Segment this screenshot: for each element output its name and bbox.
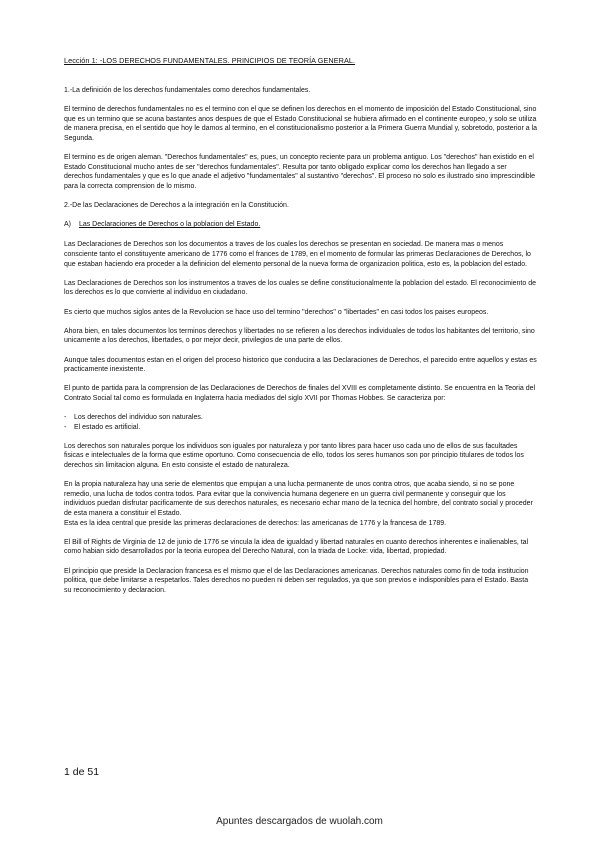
- paragraph: El Bill of Rights de Virginia de 12 de junio de 1776 se vincula la idea de igualdad y libertad naturales en cuanto derechos inherentes e inalienables, tal como habian sido desarrollados por la teoria europea del Derecho Natural, con la triada de Locke: vida, libertad, propiedad.: [64, 538, 529, 556]
- paragraph: El termino de derechos fundamentales no es el termino con el que se definen los derechos en el momento de imposición del Estado Constitucional, sino que es un termino que se acuna bastantes anos despues de que el Estado Constitucional se hubiera afirmado en el continente europeo, y solo se utiliza de manera precisa, en el sentido que hoy le damos al termino, en el constitucionalismo posterior a la Primera Guerra Mundial y, sobretodo, posterior a la Segunda.: [64, 106, 538, 142]
- paragraph: Es cierto que muchos siglos antes de la Revolucion se hace uso del termino "derechos" o "libertades" en casi todos los paises europeos.: [64, 308, 489, 316]
- subsection-text: Las Declaraciones de Derechos o la poblacion del Estado.: [78, 221, 261, 229]
- paragraph: Las Declaraciones de Derechos son los instrumentos a traves de los cuales se define constitucionalmente la poblacion del estado. El reconocimiento de los derechos es lo que convierte al individuo en ciudadano.: [64, 279, 536, 297]
- paragraph: En la propia naturaleza hay una serie de elementos que empujan a una lucha permanente de unos contra otros, que acaba siendo, si no se pone remedio, una lucha de todos contra todos. Para evitar que la convivencia humana degenere en un guerra civil permanente y conseguir que los individuos puedan disfrutar pacificamente de sus derechos naturales, es necesario echar mano de la tecnica del hombre, del contrato social y proceder de esta manera a constituir el Estado.: [64, 481, 533, 518]
- list-item: - El estado es artificial.: [64, 423, 537, 433]
- paragraph: Aunque tales documentos estan en el origen del proceso historico que conducira a las Declaraciones de Derechos, el parecido entre aquellos y estas es practicamente inexistente.: [64, 356, 537, 374]
- page-number: 1 de 51: [64, 766, 100, 778]
- lesson-title: Lección 1: -LOS DERECHOS FUNDAMENTALES. PRINCIPIOS DE TEORÍA GENERAL.: [64, 56, 356, 65]
- subsection-heading: [64, 220, 537, 230]
- dash-list: [64, 413, 537, 432]
- list-item: - Los derechos del individuo son naturales.: [64, 413, 537, 423]
- document-page: [64, 56, 537, 605]
- paragraph: Ahora bien, en tales documentos los terminos derechos y libertades no se refieren a los derechos individuales de todos los habitantes del territorio, sino unicamente a los derechos, libertades, o por mejor decir, privilegios de una parte de ellos.: [64, 327, 535, 345]
- paragraph: Las Declaraciones de Derechos son los documentos a traves de los cuales los derechos se presentan en sociedad. De manera mas o menos consciente tanto el constituyente americano de 1776 como el frances de 1789, en el momento de formular las primeras Declaraciones de Derechos, lo que estaban haciendo era proceder a la definicion del elemento personal de la nueva forma de organizacion politica, esto es, la poblacion del estado.: [64, 241, 531, 268]
- paragraph: Los derechos son naturales porque los individuos son iguales por naturaleza y por tanto libres para hacer uso cada uno de ellos de sus facultades fisicas e intelectuales de la forma que estime oportuno. Como consecuencia de ello, todos los seres humanos son por principio titulares de todos los derechos sin limitacion alguna. En esto consiste el estado de naturaleza.: [64, 442, 524, 470]
- section-1-heading: 1.-La definición de los derechos fundamentales como derechos fundamentales.: [64, 87, 311, 94]
- section-2-heading: 2.-De las Declaraciones de Derechos a la integración en la Constitución.: [64, 202, 289, 210]
- paragraph: El punto de partida para la comprension de las Declaraciones de Derechos de finales del XVIII es completamente distinto. Se encuentra en la Teoria del Contrato Social tal como es formulada en Inglaterra hacia mediados del siglo XVII por Thomas Hobbes. Se caracteriza por:: [64, 385, 536, 402]
- paragraph: El termino es de origen aleman. "Derechos fundamentales" es, pues, un concepto reciente para un problema antiguo. Los "derechos" han existido en el Estado Constitucional mucho antes de ser "derechos fundamentales". Resulta por tanto obligado explicar como los derechos han llegado a ser derechos fundamentales y que es lo que anade el adjetivo "fundamentales" al sustantivo "derechos". El proceso no solo es ilustrado sino imprescindible para la correcta comprension de lo mismo.: [64, 154, 536, 190]
- paragraph: El principio que preside la Declaracion francesa es el mismo que el de las Declaraciones americanas. Derechos naturales como fin de toda institucion politica, que debe limitarse a respetarlos. Tales derechos no pueden ni deben ser regulados, ya que son previos e indisponibles para el Estado. Basta su reconocimiento y declaracion.: [64, 567, 529, 594]
- paragraph: Esta es la idea central que preside las primeras declaraciones de derechos: las americanas de 1776 y la francesa de 1789.: [64, 519, 447, 527]
- footer-text: Apuntes descargados de wuolah.com: [216, 816, 383, 827]
- subsection-label: A): [64, 221, 71, 229]
